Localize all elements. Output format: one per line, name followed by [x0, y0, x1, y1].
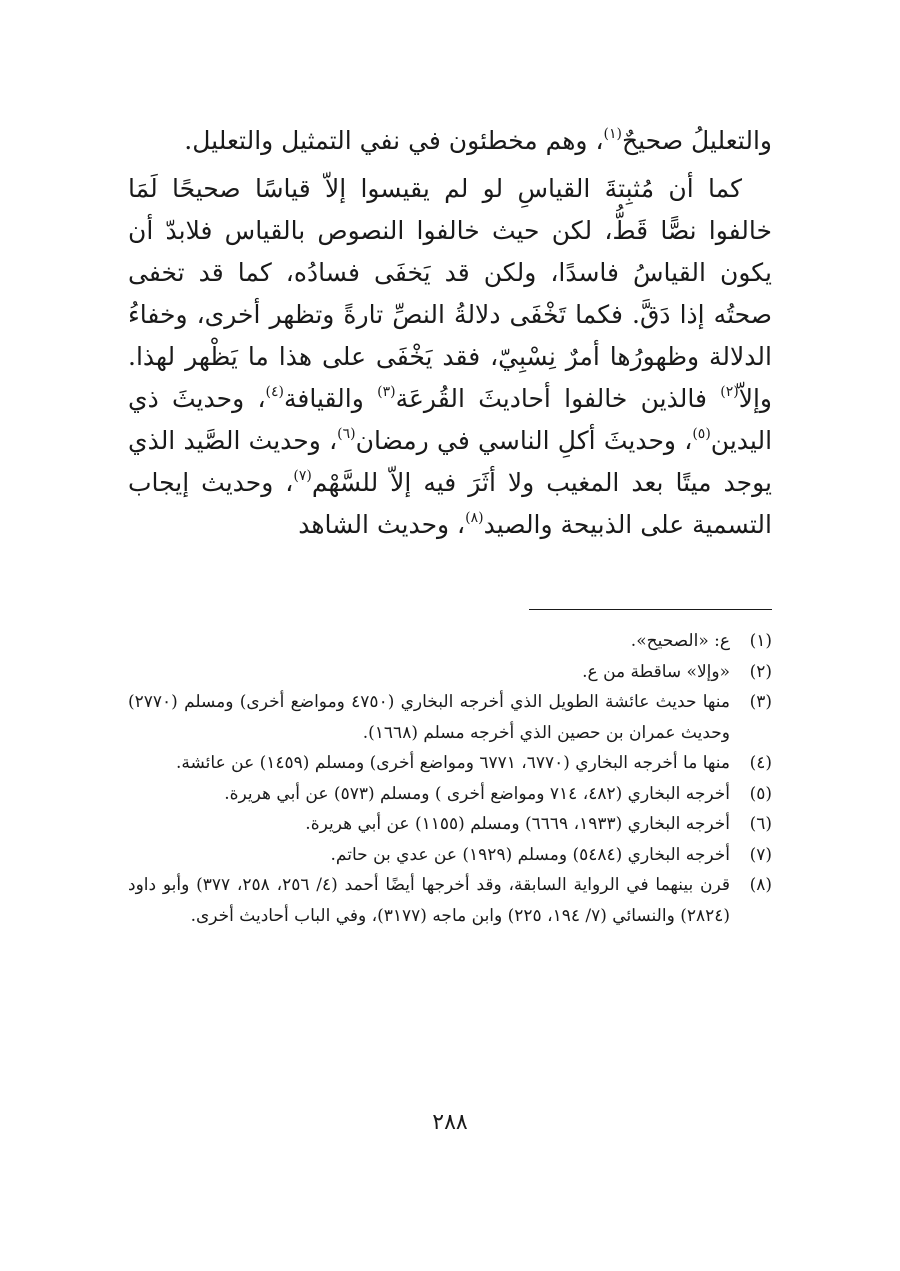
footnote-number: (٢) — [749, 661, 772, 682]
footnote-ref-6: (٦) — [337, 425, 356, 442]
footnote-4 — [128, 748, 772, 779]
footnote-7 — [128, 840, 772, 871]
footnotes-list — [128, 626, 772, 931]
para2-text-1: كما أن مُثبِتةَ القياسِ لو لم يقيسوا إلاّ قياسًا صحيحًا لَمَا خالفوا نصًّا قَطُّ، لكن حيث خالفوا النصوص بالقياس فلابدّ أن يكون القياسُ فاسدًا، ولكن قد يَخفَى فسادُه، كما قد تخفى صحتُه إذا دَقَّ. فكما تَخْفَى دلالةُ النصِّ تارةً وتظهر أخرى، وخفاءُ الدلالة وظهورُها أمرٌ نِسْبِيّ، فقد يَخْفَى على هذا ما يَظْهر لهذا. وإلاّ — [128, 174, 772, 413]
footnote-text: أخرجه البخاري (٥٤٨٤) ومسلم (١٩٢٩) عن عدي بن حاتم. — [330, 844, 730, 865]
footnote-number: (٦) — [749, 814, 772, 834]
footnote-number: (٣) — [749, 692, 772, 712]
paragraph-1 — [128, 120, 772, 162]
para2-text-6: ، وحديث الصَّيد الذي يوجد ميتًا بعد المغيب ولا أثَرَ فيه إلاّ للسَّهْم — [128, 426, 772, 497]
footnote-8 — [128, 870, 772, 931]
footnote-number: (٨) — [749, 875, 772, 895]
footnote-number: (٧) — [749, 844, 772, 865]
footnote-ref-1: (١) — [603, 125, 622, 142]
footnote-text: «وإلا» ساقطة من ع. — [582, 661, 730, 682]
para1-text-2: ، وهم مخطئون في نفي التمثيل والتعليل. — [184, 126, 604, 155]
para2-text-3: والقيافة — [284, 384, 378, 413]
footnote-ref-8: (٨) — [465, 509, 484, 526]
para1-text-1: والتعليلُ صحيحٌ — [622, 126, 772, 155]
footnote-ref-7: (٧) — [293, 467, 312, 484]
footnote-text: ع: «الصحيح». — [630, 631, 730, 651]
para2-text-7: ، وحديث إيجاب التسمية على الذبيحة والصيد — [128, 468, 772, 539]
footnote-number: (٤) — [749, 753, 772, 773]
footnote-text: منها ما أخرجه البخاري (٦٧٧٠، ٦٧٧١ ومواضع أخرى) ومسلم (١٤٥٩) عن عائشة. — [175, 753, 730, 773]
para2-text-8: ، وحديث الشاهد — [298, 510, 466, 539]
footnote-2 — [128, 657, 772, 688]
main-text — [128, 120, 772, 546]
footnote-text: منها حديث عائشة الطويل الذي أخرجه البخاري (٤٧٥٠ ومواضع أخرى) ومسلم (٢٧٧٠) وحديث عمران بن حصين الذي أخرجه مسلم (١٦٦٨). — [128, 692, 730, 743]
footnote-number: (٥) — [749, 783, 772, 804]
footnote-text: أخرجه البخاري (٤٨٢، ٧١٤ ومواضع أخرى ) ومسلم (٥٧٣) عن أبي هريرة. — [224, 783, 730, 804]
footnote-separator — [529, 609, 772, 610]
paragraph-2 — [128, 168, 772, 546]
footnote-ref-5: (٥) — [692, 425, 711, 442]
footnote-ref-3: (٣) — [377, 383, 396, 400]
footnote-ref-4: (٤) — [265, 383, 284, 400]
footnote-6 — [128, 809, 772, 840]
para2-text-2: فالذين خالفوا أحاديثَ القُرعَة — [395, 384, 721, 413]
footnote-5 — [128, 779, 772, 810]
para2-text-5: ، وحديثَ أكلِ الناسي في رمضان — [355, 426, 693, 455]
footnote-text: قرن بينهما في الرواية السابقة، وقد أخرجها أيضًا أحمد (٤/ ٢٥٦، ٢٥٨، ٣٧٧) وأبو داود (٢٨٢٤) والنسائي (٧/ ١٩٤، ٢٢٥) وابن ماجه (٣١٧٧)، وفي الباب أحاديث أخرى. — [128, 875, 731, 926]
footnote-text: أخرجه البخاري (١٩٣٣، ٦٦٦٩) ومسلم (١١٥٥) عن أبي هريرة. — [305, 814, 730, 834]
footnote-ref-2: (٢) — [720, 383, 739, 400]
footnote-1 — [128, 626, 772, 657]
page-number: ٢٨٨ — [432, 1110, 468, 1135]
para2-text-4: ، وحديثَ ذي اليدين — [128, 384, 773, 455]
footnote-3 — [128, 687, 772, 748]
footnote-number: (١) — [749, 631, 772, 651]
